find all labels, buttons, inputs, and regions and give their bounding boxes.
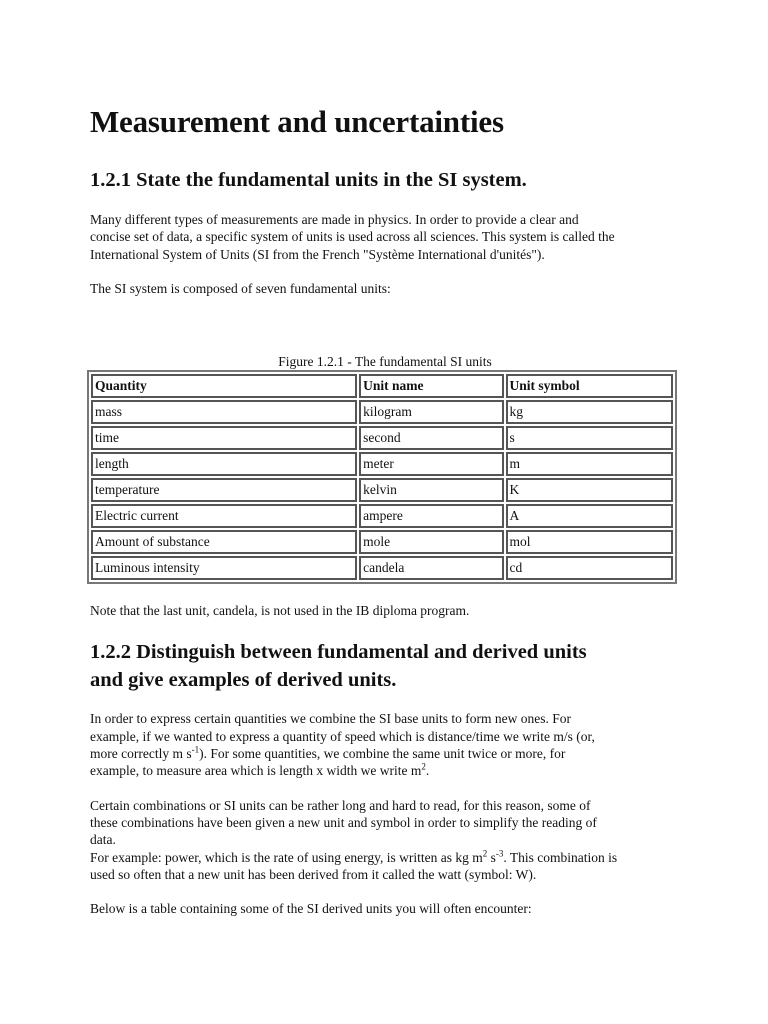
cell-quantity: Luminous intensity [91, 556, 357, 580]
cell-unit-name: second [359, 426, 503, 450]
cell-unit-name: ampere [359, 504, 503, 528]
body-line: more correctly m s [90, 746, 192, 762]
figure-caption: Figure 1.2.1 - The fundamental SI units [278, 354, 492, 370]
body-line: used so often that a new unit has been derived from it called the watt (symbol: W). [90, 866, 537, 882]
cell-unit-symbol: cd [506, 556, 673, 580]
superscript: 2 [482, 848, 488, 859]
intro-paragraph [90, 211, 670, 263]
cell-quantity: Amount of substance [91, 530, 357, 554]
header-unit-name: Unit name [359, 374, 503, 398]
intro-line: concise set of data, a specific system of units is used across all sciences. This system is called the [90, 229, 615, 245]
cell-unit-name: candela [359, 556, 503, 580]
body-line: . [425, 763, 430, 779]
superscript: -3 [495, 848, 504, 859]
cell-quantity: temperature [91, 478, 357, 502]
body-line: Certain combinations or SI units can be rather long and hard to read, for this reason, some of [90, 797, 591, 813]
table-row [91, 400, 673, 424]
superscript: 2 [421, 761, 426, 772]
cell-quantity: length [91, 452, 357, 476]
table-row [91, 478, 673, 502]
derived-units-paragraph [90, 710, 670, 779]
derived-table-intro: Below is a table containing some of the SI derived units you will often encounter: [90, 901, 532, 917]
cell-unit-name: kilogram [359, 400, 503, 424]
superscript: -1 [191, 744, 200, 755]
cell-unit-name: kelvin [359, 478, 503, 502]
cell-unit-name: meter [359, 452, 503, 476]
cell-unit-name: mole [359, 530, 503, 554]
cell-quantity: mass [91, 400, 357, 424]
header-quantity: Quantity [91, 374, 357, 398]
cell-quantity: time [91, 426, 357, 450]
body-line: ). For some quantities, we combine the same unit twice or more, for [199, 746, 566, 762]
page-title: Measurement and uncertainties [90, 104, 504, 139]
section-heading-1-2-2 [90, 638, 670, 694]
body-line: example, to measure area which is length x width we write m [90, 763, 422, 779]
table-row [91, 530, 673, 554]
heading-line: 1.2.2 Distinguish between fundamental and derived units [90, 641, 587, 664]
body-line: . This combination is [503, 849, 618, 865]
combinations-paragraph [90, 797, 670, 883]
cell-unit-symbol: m [506, 452, 673, 476]
header-unit-symbol: Unit symbol [506, 374, 673, 398]
intro-line: Many different types of measurements are made in physics. In order to provide a clear and [90, 212, 579, 227]
intro-line: International System of Units (SI from the French "Système International d'unités"). [90, 246, 545, 262]
cell-unit-symbol: kg [506, 400, 673, 424]
cell-unit-symbol: A [506, 504, 673, 528]
body-line: s [487, 849, 496, 865]
body-line: data. [90, 832, 116, 848]
candela-note: Note that the last unit, candela, is not used in the IB diploma program. [90, 603, 470, 619]
fundamental-units-table [87, 370, 677, 584]
body-line: In order to express certain quantities we combine the SI base units to form new ones. For [90, 711, 572, 727]
section-heading-1-2-1: 1.2.1 State the fundamental units in the SI system. [90, 169, 527, 191]
cell-quantity: Electric current [91, 504, 357, 528]
table-header-row [91, 374, 673, 398]
document-content [90, 104, 670, 917]
table-row [91, 556, 673, 580]
body-line: these combinations have been given a new unit and symbol in order to simplify the reading of [90, 814, 597, 830]
body-line: For example: power, which is the rate of using energy, is written as kg m [90, 849, 483, 865]
cell-unit-symbol: mol [506, 530, 673, 554]
cell-unit-symbol: K [506, 478, 673, 502]
table-row [91, 452, 673, 476]
table-row [91, 504, 673, 528]
cell-unit-symbol: s [506, 426, 673, 450]
body-line: example, if we wanted to express a quantity of speed which is distance/time we write m/s (or, [90, 728, 595, 744]
si-composition-paragraph: The SI system is composed of seven fundamental units: [90, 280, 391, 296]
table-row [91, 426, 673, 450]
heading-line: and give examples of derived units. [90, 669, 397, 692]
